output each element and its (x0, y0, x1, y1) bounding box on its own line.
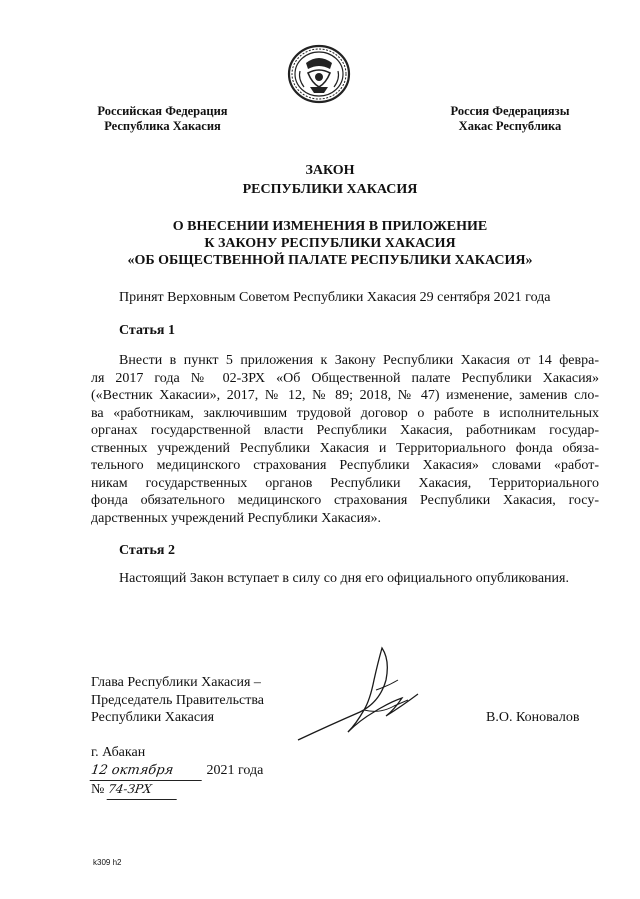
header-right-line2: Хакас Республика (458, 119, 562, 133)
signatory-line2: Председатель Правительства (91, 692, 264, 708)
handwritten-signature (290, 640, 440, 750)
law-subtitle-line2: К ЗАКОНУ РЕСПУБЛИКИ ХАКАСИЯ (204, 236, 456, 251)
article1-line: органах государственной власти Республики Хакасия, работникам государ- (91, 423, 599, 438)
adopted-line: Принят Верховным Советом Республики Хакасия 29 сентября 2021 года (119, 290, 551, 305)
article2-text: Настоящий Закон вступает в силу со дня его официального опубликования. (119, 571, 569, 586)
article1-line: ственных учреждений Республики Хакасия и Территориального фонда обяза- (91, 440, 599, 456)
article2-heading: Статья 2 (119, 543, 175, 558)
article1-line: ля 2017 года № 02-ЗРХ «Об Общественной палате Республики Хакасия» (91, 370, 599, 386)
law-title (0, 162, 640, 198)
signatory-name: В.О. Коновалов (486, 710, 580, 725)
article1-heading: Статья 1 (119, 323, 175, 338)
coat-of-arms-emblem (286, 43, 352, 105)
header-left-line2: Республика Хакасия (104, 119, 221, 133)
article1-line: («Вестник Хакасии», 2017, № 12, № 89; 2018, № 47) изменение, заменив сло- (91, 388, 599, 403)
city: г. Абакан (91, 745, 146, 760)
law-title-line2: РЕСПУБЛИКИ ХАКАСИЯ (242, 182, 418, 197)
article1-line: Внести в пункт 5 приложения к Закону Республики Хакасия от 14 февра- (119, 353, 599, 368)
footer-code: k309 h2 (93, 858, 122, 867)
signatory-line3: Республики Хакасия (91, 710, 215, 725)
article1-line: дарственных учреждений Республики Хакасия». (91, 510, 382, 526)
law-subtitle (0, 218, 640, 269)
header-right (440, 104, 580, 134)
article1-line: фонда обязательного медицинского страхования Республики Хакасия, госу- (91, 493, 599, 508)
date-handwritten: 12 октября (90, 762, 205, 781)
number-handwritten: 74-ЗРХ (107, 781, 180, 800)
header-left-line1: Российская Федерация (97, 104, 228, 118)
article1-body (91, 352, 599, 527)
number-prefix: № (91, 782, 105, 797)
article1-line: ва «работникам, заключившим трудовой договор о работе в исполнительных (91, 405, 599, 421)
date-year: 2021 года (206, 763, 264, 778)
article1-line: никам государственных органов Республики Хакасия, Территориального (91, 475, 599, 491)
law-title-line1: ЗАКОН (305, 163, 355, 178)
date-line (91, 762, 263, 781)
article1-line: тельного медицинского страхования Республики Хакасия» словами «работ- (91, 458, 599, 473)
number-line (91, 781, 178, 800)
signatory-title (91, 674, 311, 727)
signatory-line1: Глава Республики Хакасия – (91, 675, 261, 690)
header-right-line1: Россия Федерациязы (450, 104, 570, 118)
law-subtitle-line3: «ОБ ОБЩЕСТВЕННОЙ ПАЛАТЕ РЕСПУБЛИКИ ХАКАСИЯ» (127, 253, 533, 268)
header-left (80, 104, 245, 134)
law-subtitle-line1: О ВНЕСЕНИИ ИЗМЕНЕНИЯ В ПРИЛОЖЕНИЕ (172, 219, 488, 234)
